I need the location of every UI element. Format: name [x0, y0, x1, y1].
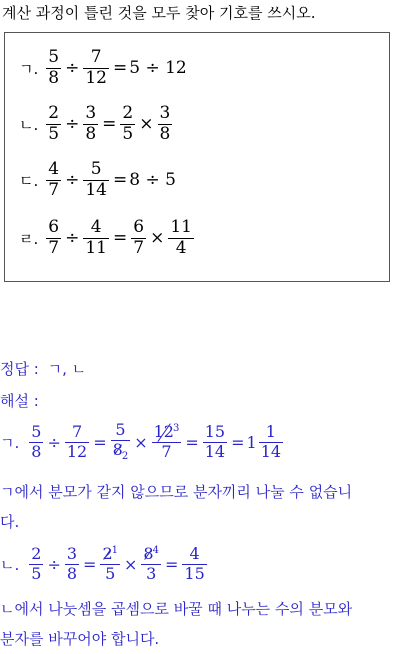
- numerator: 3: [85, 103, 97, 123]
- denominator: 5: [122, 123, 134, 144]
- numerator-cancelled: [141, 546, 161, 563]
- equals-sign: =: [112, 228, 128, 249]
- divide-sign: ÷: [65, 228, 80, 249]
- solution-label: ㄴ.: [0, 555, 20, 574]
- denominator: 7: [161, 441, 172, 461]
- numerator: 1: [265, 421, 276, 441]
- denominator: 8: [31, 441, 42, 461]
- answer-label: 정답 :: [0, 360, 39, 378]
- denominator: 8: [159, 123, 171, 144]
- choice-label: ㄷ.: [19, 171, 39, 190]
- fraction: [46, 49, 61, 88]
- equals-sign: =: [231, 432, 245, 452]
- fraction: [46, 105, 61, 144]
- cancelled-digit: 8: [143, 544, 154, 564]
- choice-item-3: [19, 161, 176, 200]
- numerator: 3: [159, 103, 171, 123]
- explanation-line: 분자를 바꾸어야 합니다.: [0, 630, 160, 648]
- solution-expression-1: [0, 422, 285, 462]
- denominator: 7: [48, 179, 60, 200]
- divide-sign: ÷: [65, 114, 80, 135]
- answer-line: [0, 358, 86, 379]
- mixed-number: [246, 421, 286, 461]
- solution-label: ㄱ.: [0, 433, 20, 452]
- denominator: 8: [85, 123, 97, 144]
- choice-label: ㄱ.: [19, 59, 39, 78]
- divide-sign: ÷: [47, 554, 61, 574]
- numerator: 4: [189, 544, 200, 564]
- fraction: [259, 421, 283, 461]
- numerator: 2: [31, 544, 42, 564]
- fraction: [111, 422, 131, 462]
- times-sign: ×: [150, 228, 165, 249]
- choice-item-1: [19, 49, 187, 88]
- fraction: [141, 546, 161, 583]
- fraction: [83, 219, 109, 258]
- equals-sign: =: [164, 554, 179, 574]
- numerator: 15: [204, 421, 226, 441]
- equals-sign: =: [83, 554, 97, 574]
- denominator-cancelled: [111, 439, 131, 463]
- numerator: 5: [31, 421, 42, 441]
- denominator: 5: [31, 563, 42, 583]
- whole-part: 1: [246, 432, 257, 452]
- answer-value: ㄱ, ㄴ: [47, 360, 87, 378]
- times-sign: ×: [134, 432, 148, 452]
- choice-item-4: [19, 219, 196, 258]
- explanation-line: 다.: [0, 513, 20, 531]
- fraction: [152, 424, 182, 461]
- numerator-cancelled: [152, 424, 182, 441]
- denominator: 5: [105, 564, 116, 584]
- fraction: [120, 105, 135, 144]
- cancelled-digit: 12: [153, 422, 174, 442]
- denominator: 11: [85, 237, 107, 258]
- fraction: [29, 421, 43, 461]
- choice-label: ㄹ.: [19, 229, 39, 248]
- denominator: 4: [175, 237, 187, 258]
- explanation-text-1: [0, 477, 400, 537]
- fraction: [100, 546, 120, 583]
- denominator: 5: [48, 123, 60, 144]
- denominator: 8: [66, 563, 78, 583]
- numerator: 11: [170, 217, 192, 237]
- explanation-line: ㄴ에서 나눗셈을 곱셈으로 바꿀 때 나누는 수의 분모와: [0, 600, 353, 618]
- equals-sign: =: [102, 114, 117, 135]
- fraction: [168, 219, 194, 258]
- solution-expression-2: [0, 546, 209, 583]
- numerator: 4: [90, 217, 102, 237]
- reduced-digit: 4: [152, 545, 159, 556]
- reduced-digit: 3: [172, 422, 180, 434]
- times-sign: ×: [124, 554, 138, 574]
- cancelled-digit: 8: [112, 439, 123, 459]
- question-title: 계산 과정이 틀린 것을 모두 찾아 기호를 쓰시오.: [2, 4, 316, 22]
- denominator: 14: [204, 441, 226, 461]
- denominator: 12: [85, 67, 107, 88]
- denominator: 3: [146, 564, 157, 584]
- result-expression: 8 ÷ 5: [129, 170, 176, 191]
- cancelled-digit: 2: [102, 544, 113, 564]
- divide-sign: ÷: [47, 432, 61, 452]
- equals-sign: =: [93, 432, 107, 452]
- fraction: [46, 219, 61, 258]
- numerator: 6: [133, 217, 145, 237]
- numerator: 7: [71, 421, 83, 441]
- numerator: 5: [115, 420, 126, 439]
- fraction: [29, 546, 43, 583]
- explanation-label: 해설 :: [0, 392, 39, 410]
- reduced-digit: 1: [111, 545, 119, 556]
- numerator: 7: [90, 47, 102, 67]
- equals-sign: =: [185, 432, 199, 452]
- reduced-digit: 2: [121, 450, 129, 462]
- explanation-line: ㄱ에서 분모가 같지 않으므로 분자끼리 나눌 수 없습니: [0, 483, 353, 501]
- times-sign: ×: [139, 114, 154, 135]
- denominator: 8: [48, 67, 60, 88]
- fraction: [46, 161, 61, 200]
- fraction: [65, 546, 79, 583]
- equals-sign: =: [112, 170, 128, 191]
- divide-sign: ÷: [65, 58, 80, 79]
- fraction: [182, 546, 206, 583]
- fraction: [131, 219, 146, 258]
- denominator: 14: [260, 441, 282, 461]
- denominator: 7: [48, 237, 60, 258]
- fraction: [203, 421, 227, 461]
- fraction: [65, 421, 89, 461]
- numerator: 5: [90, 159, 102, 179]
- fraction: [83, 105, 98, 144]
- result-expression: 5 ÷ 12: [129, 58, 187, 79]
- numerator: 6: [48, 217, 60, 237]
- equals-sign: =: [112, 58, 128, 79]
- numerator: 2: [48, 103, 60, 123]
- choice-item-2: [19, 105, 174, 144]
- numerator-cancelled: [100, 546, 120, 563]
- denominator: 7: [133, 237, 145, 258]
- denominator: 15: [184, 563, 205, 583]
- numerator: 4: [48, 159, 60, 179]
- denominator: 14: [85, 179, 107, 200]
- fraction: [83, 49, 109, 88]
- denominator: 12: [66, 441, 88, 461]
- choice-label: ㄴ.: [19, 115, 39, 134]
- explanation-text-2: [0, 594, 400, 654]
- fraction: [83, 161, 109, 200]
- fraction: [158, 105, 173, 144]
- numerator: 2: [122, 103, 134, 123]
- question-box: [4, 32, 390, 282]
- numerator: 5: [48, 47, 60, 67]
- divide-sign: ÷: [65, 170, 80, 191]
- numerator: 3: [66, 544, 78, 564]
